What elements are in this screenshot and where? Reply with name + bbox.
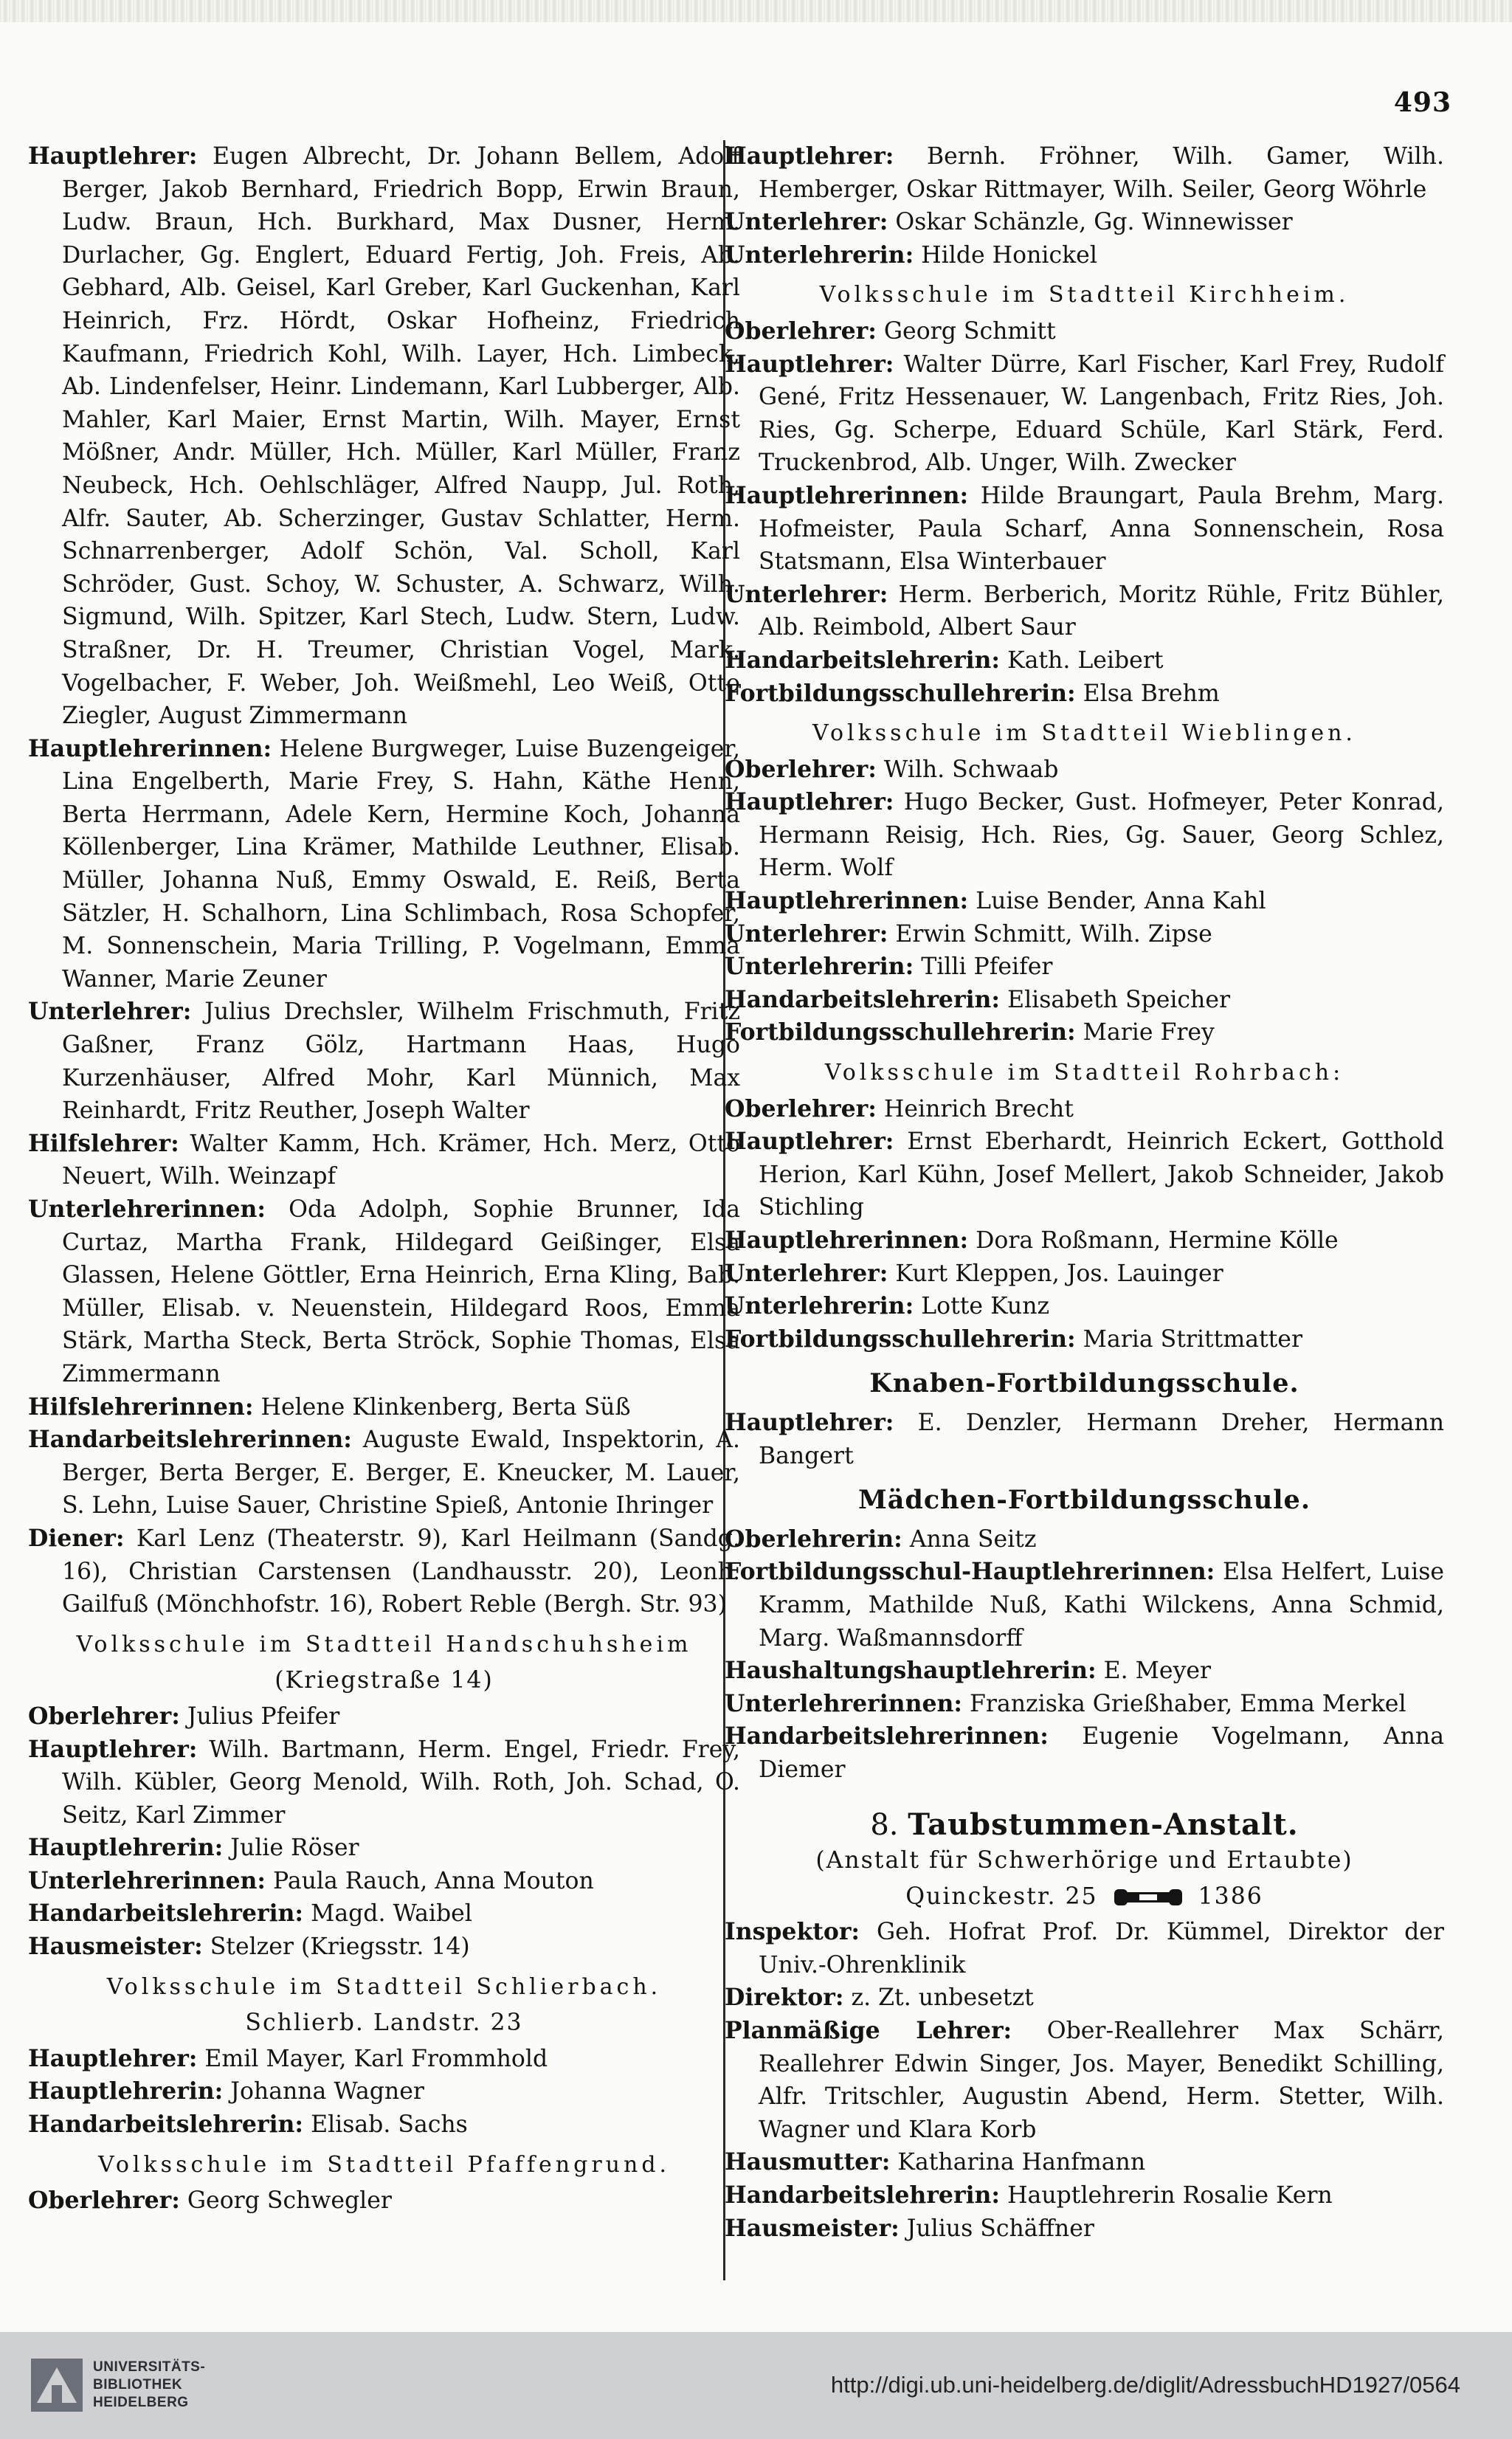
list-item [725, 644, 1444, 677]
entry-label: Hauptlehrer: [28, 142, 198, 170]
list-item [28, 1733, 740, 1832]
entry-text: Georg Schwegler [179, 2187, 392, 2215]
scan-edge-noise [0, 0, 1512, 22]
list-item [28, 1865, 740, 1898]
entry-hilfslehrer [28, 1128, 740, 1193]
entry-label: Unterlehrerin: [725, 241, 914, 269]
list-item [725, 1556, 1444, 1655]
entry-text: Oskar Schänzle, Gg. Winnewisser [888, 209, 1293, 236]
list-item [725, 2212, 1444, 2246]
entry-label: Unterlehrerinnen: [28, 1866, 266, 1894]
entry-text: Emil Mayer, Karl Frommhold [197, 2045, 548, 2072]
entry-label: Oberlehrer: [725, 1094, 877, 1122]
list-item [725, 1290, 1444, 1323]
page-number: 493 [1393, 87, 1451, 118]
entry-label: Handarbeitslehrerin: [725, 985, 1001, 1013]
entry-label: Handarbeitslehrerinnen: [28, 1426, 352, 1454]
right-column [725, 140, 1444, 2245]
list-item [725, 1016, 1444, 1049]
section-wieblingen-entries [725, 753, 1444, 1049]
library-name [93, 2359, 205, 2412]
section-heading-maedchen: Mädchen-Fortbildungsschule. [857, 1485, 1311, 1516]
entry-text: Hilde Honickel [914, 241, 1097, 269]
list-item [725, 1224, 1444, 1258]
list-item [725, 984, 1444, 1017]
list-item [28, 2184, 740, 2218]
list-item [725, 206, 1444, 239]
entry-text: Walter Kamm, Hch. Krämer, Hch. Merz, Otto Neuert, Wilh. Weinzapf [62, 1130, 740, 1190]
list-item [725, 786, 1444, 885]
entry-hauptlehrer [28, 140, 740, 733]
entry-label: Hauptlehrerinnen: [725, 1227, 969, 1254]
entry-label: Handarbeitslehrerin: [28, 2111, 304, 2139]
entry-text: Julius Pfeifer [179, 1703, 340, 1730]
list-item [28, 1700, 740, 1733]
entry-text: Hugo Becker, Gust. Hofmeyer, Peter Konrad, Hermann Reisig, Hch. Ries, Gg. Sauer, Georg Schlez, Herm. Wolf [759, 789, 1444, 882]
list-item [725, 348, 1444, 480]
section-heading-rohrbach: Volksschule im Stadtteil Rohrbach: [824, 1060, 1344, 1086]
entry-text: E. Denzler, Hermann Dreher, Hermann Bangert [759, 1409, 1444, 1469]
entry-text: Marie Frey [1075, 1019, 1215, 1046]
entry-label: Unterlehrer: [725, 580, 888, 608]
entry-label: Oberlehrer: [725, 755, 877, 783]
entry-label: Unterlehrerinnen: [28, 1196, 266, 1223]
entry-label: Haushaltungshauptlehrerin: [725, 1657, 1097, 1685]
library-seal-icon [30, 2357, 84, 2413]
section-maedchen-entries [725, 1523, 1444, 1787]
list-item [725, 579, 1444, 644]
section-continued-entries [725, 140, 1444, 272]
entry-unterlehrer [28, 996, 740, 1127]
entry-label: Unterlehrerinnen: [725, 1689, 963, 1717]
entry-text: Elsa Brehm [1075, 680, 1220, 707]
entry-label: Fortbildungsschul-Hauptlehrerinnen: [725, 1558, 1215, 1586]
entry-text: Elisab. Sachs [303, 2111, 468, 2139]
list-item [725, 677, 1444, 711]
section-title-taubstummen [725, 1809, 1444, 1842]
entry-label: Unterlehrer: [725, 1259, 888, 1287]
phone-number: 1386 [1198, 1883, 1263, 1910]
entry-label: Hauptlehrer: [725, 350, 894, 378]
entry-text: Lotte Kunz [914, 1293, 1050, 1320]
entry-text: Ober-Reallehrer Max Schärr, Reallehrer Edwin Singer, Jos. Mayer, Benedikt Schilling, Alfr. Tritschler, Augustin Abend, Herm. Stetter, Wilh. Wagner und Klara Korb [759, 2018, 1444, 2143]
list-item [725, 918, 1444, 951]
list-item [28, 2043, 740, 2076]
entry-text: Paula Rauch, Anna Mouton [266, 1867, 594, 1894]
list-item [725, 1981, 1444, 2015]
list-item [725, 480, 1444, 579]
entry-text: Katharina Hanfmann [890, 2149, 1146, 2176]
entry-label: Hauptlehrer: [28, 1735, 198, 1763]
entry-label: Handarbeitslehrerin: [725, 2181, 1001, 2209]
entry-text: z. Zt. unbesetzt [843, 1984, 1034, 2012]
entry-text: Maria Strittmatter [1075, 1325, 1302, 1353]
section-handschuhsheim-entries [28, 1700, 740, 1964]
list-item [725, 885, 1444, 918]
entry-handarbeitslehrerinnen [28, 1424, 740, 1522]
list-item [28, 1931, 740, 1964]
section-heading-handschuhsheim: Volksschule im Stadtteil Handschuhsheim [76, 1631, 692, 1657]
entry-label: Hauptlehrer: [725, 142, 894, 170]
library-name-line: HEIDELBERG [93, 2395, 189, 2410]
list-item [725, 1407, 1444, 1472]
entry-text: Heinrich Brecht [876, 1095, 1074, 1122]
entry-label: Unterlehrer: [725, 920, 888, 948]
list-item [725, 1688, 1444, 1721]
list-item [28, 1897, 740, 1931]
entry-label: Direktor: [725, 1984, 844, 2012]
section-schlierbach-entries [28, 2043, 740, 2142]
entry-label: Hauptlehrer: [725, 1408, 894, 1436]
entry-label: Fortbildungsschullehrerin: [725, 679, 1076, 707]
entry-text: Georg Schmitt [876, 317, 1056, 345]
list-item [725, 2015, 1444, 2146]
section-heading-kirchheim: Volksschule im Stadtteil Kirchheim. [819, 282, 1350, 308]
entry-text: Anna Seitz [902, 1525, 1037, 1553]
entry-text: Luise Bender, Anna Kahl [968, 888, 1266, 915]
entry-text: Magd. Waibel [303, 1900, 472, 1928]
entry-text: Elisabeth Speicher [1000, 986, 1231, 1013]
list-item [28, 2108, 740, 2142]
entry-label: Hauptlehrerinnen: [725, 887, 969, 915]
list-item [725, 140, 1444, 206]
list-item [28, 2075, 740, 2108]
entry-label: Fortbildungsschullehrerin: [725, 1325, 1076, 1353]
left-column [28, 140, 740, 2218]
entry-text: Johanna Wagner [223, 2078, 424, 2105]
entry-label: Hauptlehrer: [28, 2044, 198, 2072]
section-kirchheim-entries [725, 315, 1444, 710]
entry-text: Kurt Kleppen, Jos. Lauinger [888, 1260, 1223, 1287]
entry-text: Eugen Albrecht, Dr. Johann Bellem, Adolf Berger, Jakob Bernhard, Friedrich Bopp, Erwin Braun, Ludw. Braun, Hch. Burkhard, Max Dusner, Herm. Durlacher, Gg. Englert, Eduard Fertig, Joh. Freis, Ab. Gebhard, Alb. Geisel, Karl Greber, Karl Guckenhan, Karl Heinrich, Frz. Hördt, Oskar Hofheinz, Friedrich Kaufmann, Friedrich Kohl, Wilh. Layer, Hch. Limbeck, Ab. Lindenfelser, Heinr. Lindemann, Karl Lubberger, Alb. Mahler, Karl Maier, Ernst Martin, Wilh. Mayer, Ernst Mößner, Andr. Müller, Hch. Müller, Karl Müller, Franz Neubeck, Hch. Oehlschläger, Alfred Naupp, Jul. Roth, Alfr. Sauter, Ab. Scherzinger, Gustav Schlatter, Herm. Schnarrenberger, Adolf Schön, Val. Scholl, Karl Schröder, Gust. Schoy, W. Schuster, A. Schwarz, Wilh. Sigmund, Wilh. Spitzer, Karl Stech, Ludw. Stern, Ludw. Straßner, Dr. H. Treumer, Christian Vogel, Mark. Vogelbacher, F. Weber, Joh. Weißmehl, Leo Weiß, Otto Ziegler, August Zimmermann [62, 143, 740, 730]
list-item [725, 1323, 1444, 1356]
section-pfaffengrund-entries [28, 2184, 740, 2218]
list-item [725, 239, 1444, 272]
list-item [725, 2146, 1444, 2179]
entry-label: Unterlehrer: [28, 998, 192, 1026]
list-item [725, 951, 1444, 984]
telephone-icon [1114, 1888, 1182, 1907]
entry-text: Helene Burgweger, Luise Buzengeiger, Lina Engelberth, Marie Frey, S. Hahn, Käthe Henn, Berta Herrmann, Adele Kern, Hermine Koch, Johanna Köllenberger, Lina Krämer, Mathilde Leuthner, Elisab. Müller, Johanna Nuß, Emmy Oswald, E. Reiß, Berta Sätzler, H. Schalhorn, Lina Schlimbach, Rosa Schopfer, M. Sonnenschein, Maria Trilling, P. Vogelmann, Emma Wanner, Marie Zeuner [62, 735, 740, 993]
entry-text: Tilli Pfeifer [914, 953, 1053, 981]
entry-label: Planmäßige Lehrer: [725, 2017, 1012, 2045]
entry-diener [28, 1522, 740, 1621]
entry-label: Hauptlehrerinnen: [725, 481, 969, 509]
entry-label: Oberlehrer: [725, 317, 877, 345]
entry-label: Hauptlehrerin: [28, 1834, 224, 1862]
entry-text: Auguste Ewald, Inspektorin, A. Berger, Berta Berger, E. Berger, E. Kneucker, M. Lauer, S. Lehn, Luise Sauer, Christine Spieß, Antonie Ihringer [62, 1427, 740, 1519]
list-item [725, 1720, 1444, 1786]
section-heading-wieblingen: Volksschule im Stadtteil Wieblingen. [812, 720, 1356, 747]
entry-label: Oberlehrer: [28, 2187, 180, 2215]
entry-text: Julius Drechsler, Wilhelm Frischmuth, Fritz Gaßner, Franz Gölz, Hartmann Haas, Hugo Kurzenhäuser, Alfred Mohr, Karl Münnich, Max Reinhardt, Fritz Reuther, Joseph Walter [62, 998, 740, 1125]
section-subheading-schlierbach: Schlierb. Landstr. 23 [245, 2009, 523, 2037]
section-subtitle-taubstummen: (Anstalt für Schwerhörige und Ertaubte) [815, 1847, 1353, 1874]
address-line [725, 1880, 1444, 1914]
list-item [725, 1655, 1444, 1688]
list-item [725, 315, 1444, 348]
list-item [725, 1523, 1444, 1556]
entry-text: Ernst Eberhardt, Heinrich Eckert, Gotthold Herion, Karl Kühn, Josef Mellert, Jakob Schneider, Jakob Stichling [759, 1128, 1444, 1221]
footer-bar [0, 2332, 1512, 2439]
section-heading-pfaffengrund: Volksschule im Stadtteil Pfaffengrund. [97, 2151, 671, 2178]
entry-text: Geh. Hofrat Prof. Dr. Kümmel, Direktor der Univ.-Ohrenklinik [759, 1919, 1444, 1979]
entry-text: Erwin Schmitt, Wilh. Zipse [888, 920, 1212, 948]
entry-text: Julius Schäffner [899, 2215, 1094, 2242]
entry-text: Kath. Leibert [1000, 646, 1164, 674]
list-item [725, 2179, 1444, 2212]
entry-label: Diener: [28, 1524, 125, 1552]
entry-text: Franziska Grießhaber, Emma Merkel [962, 1690, 1406, 1717]
entry-label: Handarbeitslehrerin: [725, 646, 1001, 674]
entry-hilfslehrerinnen [28, 1391, 740, 1424]
entry-text: Helene Klinkenberg, Berta Süß [253, 1393, 631, 1421]
list-item [725, 1916, 1444, 1981]
entry-text: Herm. Berberich, Moritz Rühle, Fritz Bühler, Alb. Reimbold, Albert Saur [759, 581, 1444, 641]
section-knaben-entries [725, 1407, 1444, 1472]
entry-label: Unterlehrerin: [725, 1292, 914, 1320]
entry-text: Bernh. Fröhner, Wilh. Gamer, Wilh. Hemberger, Oskar Rittmayer, Wilh. Seiler, Georg Wöhrle [759, 143, 1444, 203]
entry-text: E. Meyer [1096, 1657, 1212, 1685]
list-item [28, 1832, 740, 1865]
entry-label: Oberlehrer: [28, 1702, 180, 1730]
entry-label: Unterlehrer: [725, 208, 888, 236]
entry-label: Hauptlehrer: [725, 1128, 894, 1156]
section-rohrbach-entries [725, 1093, 1444, 1356]
list-item [725, 1258, 1444, 1291]
entry-text: Oda Adolph, Sophie Brunner, Ida Curtaz, Martha Frank, Hildegard Geißinger, Elsa Glassen, Helene Göttler, Erna Heinrich, Erna Kling, Bab. Müller, Elisab. v. Neuenstein, Hildegard Roos, Emma Stärk, Martha Steck, Berta Ströck, Sophie Thomas, Elsa Zimmermann [62, 1196, 740, 1387]
entry-text: Walter Dürre, Karl Fischer, Karl Frey, Rudolf Gené, Fritz Hessenauer, W. Langenbach, Fritz Ries, Joh. Ries, Gg. Scherpe, Eduard Schüle, Karl Stärk, Ferd. Truckenbrod, Alb. Unger, Wilh. Zwecker [759, 351, 1444, 477]
address-text: Quinckestr. 25 [905, 1883, 1098, 1910]
entry-text: Wilh. Bartmann, Herm. Engel, Friedr. Frey, Wilh. Kübler, Georg Menold, Wilh. Roth, Joh. Schad, O. Seitz, Karl Zimmer [62, 1736, 740, 1829]
section-heading-knaben: Knaben-Fortbildungsschule. [869, 1368, 1299, 1399]
entry-text: Wilh. Schwaab [876, 756, 1059, 783]
entry-label: Hausmeister: [725, 2214, 900, 2242]
section-title-text: Taubstummen-Anstalt. [908, 1807, 1299, 1842]
entry-label: Hausmeister: [28, 1933, 203, 1961]
entry-unterlehrerinnen [28, 1193, 740, 1391]
entry-label: Hausmutter: [725, 2148, 891, 2176]
entry-text: Hauptlehrerin Rosalie Kern [1000, 2182, 1333, 2209]
section-number: 8. [870, 1807, 899, 1842]
entry-text: Dora Roßmann, Hermine Kölle [968, 1227, 1339, 1254]
entry-text: Julie Röser [223, 1835, 359, 1862]
entry-text: Elsa Helfert, Luise Kramm, Mathilde Nuß, Kathi Wilckens, Anna Schmid, Marg. Waßmannsdorff [759, 1559, 1444, 1652]
section-heading-schlierbach: Volksschule im Stadtteil Schlierbach. [106, 1973, 662, 2000]
entry-text: Eugenie Vogelmann, Anna Diemer [759, 1723, 1444, 1783]
entry-label: Fortbildungsschullehrerin: [725, 1018, 1076, 1046]
entry-label: Hauptlehrerinnen: [28, 734, 272, 762]
list-item [725, 1093, 1444, 1126]
entry-label: Hauptlehrerin: [28, 2077, 224, 2105]
entry-text: Stelzer (Kriegsstr. 14) [202, 1933, 470, 1961]
entry-label: Inspektor: [725, 1918, 860, 1946]
entry-label: Hauptlehrer: [725, 788, 894, 816]
entry-text: Karl Lenz (Theaterstr. 9), Karl Heilmann (Sandg. 16), Christian Carstensen (Landhausstr. 20), Leonh. Gailfuß (Mönchhofstr. 16), Robert Reble (Bergh. Str. 93) [62, 1525, 740, 1618]
entry-label: Unterlehrerin: [725, 953, 914, 981]
entry-text: Hilde Braungart, Paula Brehm, Marg. Hofmeister, Paula Scharf, Anna Sonnenschein, Rosa Statsmann, Elsa Winterbauer [759, 482, 1444, 576]
entry-label: Oberlehrerin: [725, 1525, 902, 1553]
entry-label: Handarbeitslehrerinnen: [725, 1722, 1049, 1750]
source-url-link[interactable]: http://digi.ub.uni-heidelberg.de/diglit/AdressbuchHD1927/0564 [830, 2372, 1460, 2398]
entry-label: Hilfslehrerinnen: [28, 1393, 254, 1421]
section-taubstummen-entries [725, 1916, 1444, 2245]
section-subheading-handschuhsheim: (Kriegstraße 14) [275, 1667, 494, 1694]
entry-label: Handarbeitslehrerin: [28, 1900, 304, 1928]
list-item [725, 1125, 1444, 1224]
library-name-line: BIBLIOTHEK [93, 2377, 183, 2393]
entry-hauptlehrerinnen [28, 733, 740, 996]
library-name-line: UNIVERSITÄTS- [93, 2359, 206, 2375]
list-item [725, 753, 1444, 787]
entry-label: Hilfslehrer: [28, 1129, 179, 1157]
